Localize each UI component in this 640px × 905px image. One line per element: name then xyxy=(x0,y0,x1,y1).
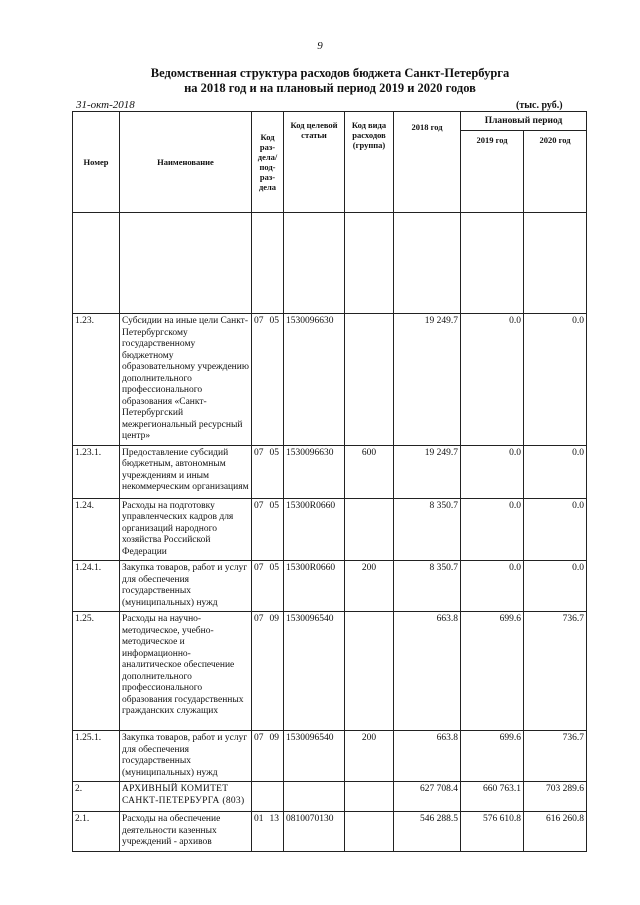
row-razd: 07 xyxy=(254,447,264,458)
row-2020: 0.0 xyxy=(524,445,587,498)
row-name: Закупка товаров, работ и услуг для обеспечения государственных (муниципальных) нужд xyxy=(120,561,252,612)
row-target-code: 1530096630 xyxy=(284,314,345,446)
row-target-code: 1530096540 xyxy=(284,731,345,782)
units-label: (тыс. руб.) xyxy=(516,100,563,111)
row-target-code: 1530096630 xyxy=(284,445,345,498)
row-type-code xyxy=(345,314,394,446)
row-2020: 736.7 xyxy=(524,612,587,731)
row-2020: 616 260.8 xyxy=(524,812,587,852)
row-podrazd: 05 xyxy=(269,563,279,573)
row-name: АРХИВНЫЙ КОМИТЕТ САНКТ-ПЕТЕРБУРГА (803) xyxy=(120,782,252,812)
row-section-code xyxy=(252,498,284,561)
row-number: 1.25.1. xyxy=(73,731,120,782)
row-razd: 07 xyxy=(254,614,264,624)
row-2020: 0.0 xyxy=(524,561,587,612)
row-number: 1.24.1. xyxy=(73,561,120,612)
row-razd: 07 xyxy=(254,316,264,326)
row-section-code xyxy=(252,314,284,446)
row-2019: 0.0 xyxy=(461,314,524,446)
header-number: Номер xyxy=(73,112,120,213)
row-2020: 703 289.6 xyxy=(524,782,587,812)
row-type-code: 200 xyxy=(345,561,394,612)
row-number: 1.25. xyxy=(73,612,120,731)
row-2018: 8 350.7 xyxy=(394,561,461,612)
budget-table xyxy=(72,111,587,852)
spacer-row xyxy=(73,213,587,314)
row-name: Расходы на обеспечение деятельности казенных учреждений - архивов xyxy=(120,812,252,852)
row-number: 2. xyxy=(73,782,120,812)
row-number: 1.23.1. xyxy=(73,445,120,498)
row-razd: 07 xyxy=(254,563,264,573)
header-planned-period: Плановый период xyxy=(461,112,587,131)
header-code-section: Код раз- дела/ под- раз- дела xyxy=(252,112,284,213)
row-name: Закупка товаров, работ и услуг для обеспечения государственных (муниципальных) нужд xyxy=(120,731,252,782)
row-2020: 736.7 xyxy=(524,731,587,782)
row-name: Субсидии на иные цели Санкт-Петербургскому государственному бюджетному образовательному учреждению дополнительного профессионального образования «Санкт-Петербургский межрегиональный ресурсный центр» xyxy=(120,314,252,446)
row-type-code xyxy=(345,782,394,812)
row-2018: 8 350.7 xyxy=(394,498,461,561)
row-2019: 0.0 xyxy=(461,498,524,561)
row-name: Предоставление субсидий бюджетным, автономным учреждениям и иным некоммерческим организациям xyxy=(120,445,252,498)
row-type-code xyxy=(345,812,394,852)
row-name: Расходы на подготовку управленческих кадров для организаций народного хозяйства Российской Федерации xyxy=(120,498,252,561)
row-2019: 660 763.1 xyxy=(461,782,524,812)
row-type-code: 600 xyxy=(345,445,394,498)
row-2019: 0.0 xyxy=(461,445,524,498)
row-target-code: 1530096540 xyxy=(284,612,345,731)
table-row xyxy=(73,731,587,782)
row-2018: 546 288.5 xyxy=(394,812,461,852)
header-2020: 2020 год xyxy=(524,131,587,213)
row-podrazd: 09 xyxy=(269,733,279,743)
row-number: 1.24. xyxy=(73,498,120,561)
row-razd: 07 xyxy=(254,500,264,511)
header-name: Наименование xyxy=(120,112,252,213)
row-2019: 699.6 xyxy=(461,612,524,731)
table-row xyxy=(73,612,587,731)
title-line-2: на 2018 год и на плановый период 2019 и 2020 годов xyxy=(184,81,476,95)
row-podrazd: 05 xyxy=(269,316,279,326)
row-2018: 663.8 xyxy=(394,731,461,782)
table-row xyxy=(73,561,587,612)
row-2019: 0.0 xyxy=(461,561,524,612)
row-2018: 663.8 xyxy=(394,612,461,731)
row-type-code xyxy=(345,612,394,731)
header-code-target: Код целевой статьи xyxy=(284,112,345,213)
row-podrazd: 05 xyxy=(269,500,279,511)
table-row xyxy=(73,445,587,498)
table-row xyxy=(73,314,587,446)
row-section-code xyxy=(252,782,284,812)
title-line-1: Ведомственная структура расходов бюджета Санкт-Петербурга xyxy=(150,66,510,80)
table-row xyxy=(73,812,587,852)
row-type-code: 200 xyxy=(345,731,394,782)
row-razd: 01 xyxy=(254,814,264,824)
document-title xyxy=(80,66,580,96)
header-2018: 2018 год xyxy=(394,112,461,213)
row-target-code xyxy=(284,782,345,812)
row-name: Расходы на научно-методическое, учебно-методическое и информационно-аналитическое обеспечение дополнительного профессионального образования государственных гражданских служащих xyxy=(120,612,252,731)
row-2020: 0.0 xyxy=(524,498,587,561)
row-razd: 07 xyxy=(254,733,264,743)
row-target-code: 15300R0660 xyxy=(284,498,345,561)
row-section-code xyxy=(252,731,284,782)
row-podrazd: 13 xyxy=(269,814,279,824)
row-section-code xyxy=(252,561,284,612)
header-code-type: Код вида расходов (группа) xyxy=(345,112,394,213)
header-row xyxy=(73,112,587,131)
row-2018: 19 249.7 xyxy=(394,445,461,498)
row-podrazd: 09 xyxy=(269,614,279,624)
table-row xyxy=(73,782,587,812)
row-number: 2.1. xyxy=(73,812,120,852)
row-section-code xyxy=(252,612,284,731)
row-section-code xyxy=(252,445,284,498)
row-2018: 627 708.4 xyxy=(394,782,461,812)
row-target-code: 15300R0660 xyxy=(284,561,345,612)
row-number: 1.23. xyxy=(73,314,120,446)
row-2020: 0.0 xyxy=(524,314,587,446)
row-section-code xyxy=(252,812,284,852)
document-date: 31-окт-2018 xyxy=(76,99,135,111)
row-type-code xyxy=(345,498,394,561)
row-2019: 576 610.8 xyxy=(461,812,524,852)
page-number: 9 xyxy=(317,40,323,52)
header-2019: 2019 год xyxy=(461,131,524,213)
row-2019: 699.6 xyxy=(461,731,524,782)
row-target-code: 0810070130 xyxy=(284,812,345,852)
row-podrazd: 05 xyxy=(269,447,279,458)
table-row xyxy=(73,498,587,561)
row-2018: 19 249.7 xyxy=(394,314,461,446)
